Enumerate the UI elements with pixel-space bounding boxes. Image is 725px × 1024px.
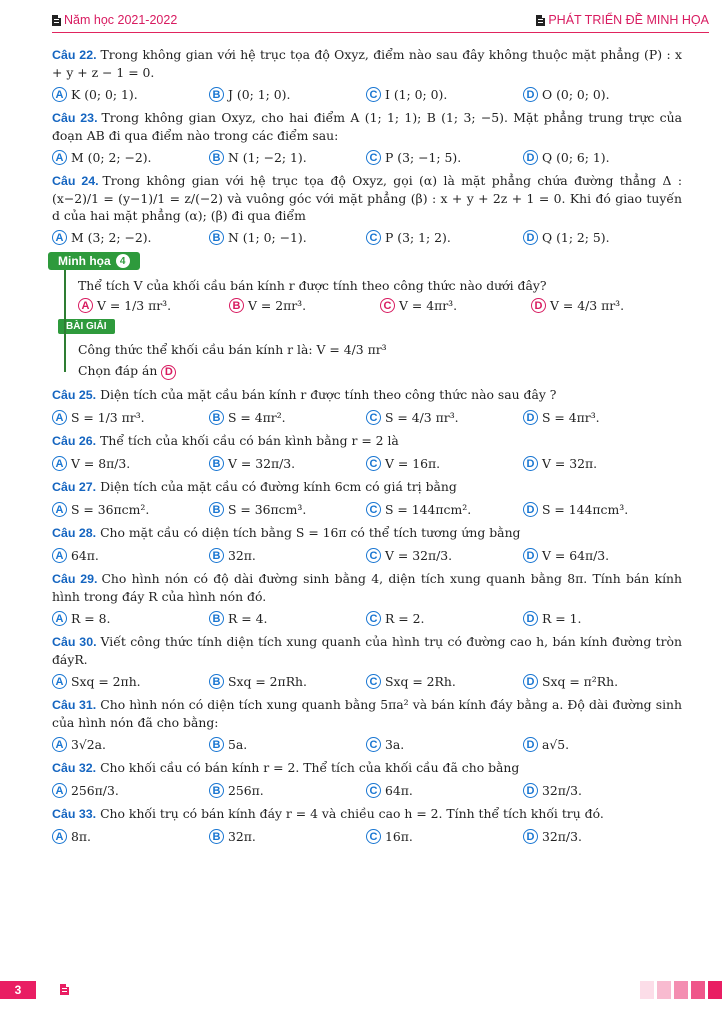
option-b[interactable]: B 32π. <box>209 548 366 563</box>
option-a[interactable]: A S = 36πcm². <box>52 502 209 517</box>
question-text: Thể tích của khối cầu có bán kình bằng r = 2 là <box>100 433 399 448</box>
page-footer <box>0 981 725 999</box>
option-a[interactable]: A 8π. <box>52 829 209 844</box>
question-28: Câu 28. Cho mặt cầu có diện tích bằng S = 16π có thể tích tương ứng bằng A 64π. B 32π. C V = 32π/3. D V = 64π/3. <box>52 524 682 563</box>
question-text: Cho khối trụ có bán kính đáy r = 4 và chiều cao h = 2. Tính thể tích khối trụ đó. <box>100 806 604 821</box>
option-c[interactable]: C Sxq = 2Rh. <box>366 674 523 689</box>
question-29: Câu 29. Cho hình nón có độ dài đường sinh bằng 4, diện tích xung quanh bằng 8π. Tính bán kính hình trong đáy R của hình nón đó. A R = 8. B R = 4. C R = 2. D R = 1. <box>52 571 682 626</box>
option-d[interactable]: D S = 4πr³. <box>523 410 680 425</box>
page-number: 3 <box>0 981 36 999</box>
question-23: Câu 23. Trong không gian Oxyz, cho hai điểm A (1; 1; 1); B (1; 3; −5). Mặt phẳng trung trực của đoạn AB đi qua điểm nào trong các điểm sau: A M (0; 2; −2). B N (1; −2; 1). C P (3; −1; 5). D Q (0; 6; 1). <box>52 110 682 165</box>
solution-badge: BÀI GIẢI <box>58 319 115 334</box>
question-text: Cho mặt cầu có diện tích bằng S = 16π có thể tích tương ứng bằng <box>100 525 521 540</box>
option-c[interactable]: C 64π. <box>366 783 523 798</box>
option-d[interactable]: D a√5. <box>523 737 680 752</box>
option-a[interactable]: A V = 8π/3. <box>52 456 209 471</box>
option-c[interactable]: C 3a. <box>366 737 523 752</box>
option-c[interactable]: C I (1; 0; 0). <box>366 87 523 102</box>
question-25: Câu 25. Diện tích của mặt cầu bán kính r được tính theo công thức nào sau đây ? A S = 1/3 πr³. B S = 4πr². C S = 4/3 πr³. D S = 4πr³. <box>52 386 682 425</box>
option-b[interactable]: B 32π. <box>209 829 366 844</box>
question-text: Trong không gian với hệ trục tọa độ Oxyz, điểm nào sau đây không thuộc mặt phẳng (P) : x + y + z − 1 = 0. <box>52 47 683 80</box>
solution-text: Công thức thể khối cầu bán kính r là: V = 4/3 πr³ <box>78 342 387 357</box>
option-c[interactable]: C R = 2. <box>366 611 523 626</box>
question-26: Câu 26. Thể tích của khối cầu có bán kình bằng r = 2 là A V = 8π/3. B V = 32π/3. C V = 16π. D V = 32π. <box>52 432 682 471</box>
decor-square <box>657 981 671 999</box>
option-d[interactable]: D Q (0; 6; 1). <box>523 150 680 165</box>
option-a[interactable]: A K (0; 0; 1). <box>52 87 209 102</box>
option-b[interactable]: B 5a. <box>209 737 366 752</box>
option-d[interactable]: D O (0; 0; 0). <box>523 87 680 102</box>
question-22: Câu 22. Trong không gian với hệ trục tọa độ Oxyz, điểm nào sau đây không thuộc mặt phẳng (P) : x + y + z − 1 = 0. A K (0; 0; 1). B J (0; 1; 0). C I (1; 0; 0). D O (0; 0; 0). <box>52 47 683 102</box>
option-d[interactable]: D Sxq = π²Rh. <box>523 674 680 689</box>
question-list <box>52 46 682 851</box>
question-text: Cho hình nón có diện tích xung quanh bằng 5πa² và bán kính đáy bằng a. Độ dài đường sinh của hình nón đã cho bằng: <box>52 697 682 730</box>
question-text: Viết công thức tính diện tích xung quanh của hình trụ có đường cao h, bán kính đường tròn đáyR. <box>52 634 682 667</box>
option-b[interactable]: B V = 32π/3. <box>209 456 366 471</box>
document-icon <box>52 15 61 26</box>
question-text: Cho khối cầu có bán kính r = 2. Thể tích của khối cầu đã cho bằng <box>100 760 520 775</box>
answer-choice: D <box>161 365 176 380</box>
question-33: Câu 33. Cho khối trụ có bán kính đáy r = 4 và chiều cao h = 2. Tính thể tích khối trụ đó. A 8π. B 32π. C 16π. D 32π/3. <box>52 805 682 844</box>
option-c[interactable]: C V = 16π. <box>366 456 523 471</box>
decor-square <box>708 981 722 999</box>
example-box <box>48 252 682 380</box>
option-a[interactable]: A V = 1/3 πr³. <box>78 298 229 313</box>
question-32: Câu 32. Cho khối cầu có bán kính r = 2. Thể tích của khối cầu đã cho bằng A 256π/3. B 256π. C 64π. D 32π/3. <box>52 759 682 798</box>
page-header <box>52 10 709 33</box>
option-a[interactable]: A M (0; 2; −2). <box>52 150 209 165</box>
question-30: Câu 30. Viết công thức tính diện tích xung quanh của hình trụ có đường cao h, bán kính đường tròn đáyR. A Sxq = 2πh. B Sxq = 2πRh. C Sxq = 2Rh. D Sxq = π²Rh. <box>52 634 682 689</box>
document-icon <box>60 984 69 995</box>
question-24: Câu 24. Trong không gian với hệ trục tọa độ Oxyz, gọi (α) là mặt phẳng chứa đường thẳng Δ : (x−2)/1 = (y−1)/1 = z/(−2) và vuông góc với mặt phẳng (β) : x + y + 2z + 1 = 0. Khi đó giao tuyến d của hai mặt phẳng (α); (β) đi qua điểm A M (3; 2; −2). B N (1; 0; −1). C P (3; 1; 2). D Q (1; 2; 5). <box>52 173 682 245</box>
question-31: Câu 31. Cho hình nón có diện tích xung quanh bằng 5πa² và bán kính đáy bằng a. Độ dài đường sinh của hình nón đã cho bằng: A 3√2a. B 5a. C 3a. D a√5. <box>52 697 682 752</box>
option-b[interactable]: B Sxq = 2πRh. <box>209 674 366 689</box>
decor-square <box>691 981 705 999</box>
option-b[interactable]: B S = 4πr². <box>209 410 366 425</box>
header-right: PHÁT TRIỂN ĐỀ MINH HỌA <box>536 13 709 27</box>
option-a[interactable]: A R = 8. <box>52 611 209 626</box>
option-b[interactable]: B N (1; 0; −1). <box>209 230 366 245</box>
question-text: Cho hình nón có độ dài đường sinh bằng 4, diện tích xung quanh bằng 8π. Tính bán kính hình trong đáy R của hình nón đó. <box>52 571 682 604</box>
example-badge: Minh họa 4 <box>48 252 140 270</box>
option-b[interactable]: B 256π. <box>209 783 366 798</box>
option-b[interactable]: B V = 2πr³. <box>229 298 380 313</box>
question-text: Trong không gian Oxyz, cho hai điểm A (1; 1; 1); B (1; 3; −5). Mặt phẳng trung trực của đoạn AB đi qua điểm nào trong các điểm sau: <box>52 110 682 143</box>
option-c[interactable]: C V = 4πr³. <box>380 298 531 313</box>
option-a[interactable]: A 256π/3. <box>52 783 209 798</box>
question-text: Diện tích của mặt cầu có đường kính 6cm có giá trị bằng <box>100 479 457 494</box>
option-a[interactable]: A Sxq = 2πh. <box>52 674 209 689</box>
option-b[interactable]: B J (0; 1; 0). <box>209 87 366 102</box>
option-d[interactable]: D Q (1; 2; 5). <box>523 230 680 245</box>
question-27: Câu 27. Diện tích của mặt cầu có đường kính 6cm có giá trị bằng A S = 36πcm². B S = 36πcm³. C S = 144πcm². D S = 144πcm³. <box>52 478 682 517</box>
document-icon <box>536 15 545 26</box>
option-d[interactable]: D 32π/3. <box>523 783 680 798</box>
decor-square <box>640 981 654 999</box>
option-a[interactable]: A M (3; 2; −2). <box>52 230 209 245</box>
option-d[interactable]: D V = 64π/3. <box>523 548 680 563</box>
option-d[interactable]: D S = 144πcm³. <box>523 502 680 517</box>
header-left: Năm học 2021-2022 <box>52 13 177 27</box>
answer-line: Chọn đáp án D <box>78 362 682 380</box>
option-c[interactable]: C S = 4/3 πr³. <box>366 410 523 425</box>
option-b[interactable]: B N (1; −2; 1). <box>209 150 366 165</box>
question-text: Diện tích của mặt cầu bán kính r được tính theo công thức nào sau đây ? <box>100 387 557 402</box>
option-c[interactable]: C P (3; −1; 5). <box>366 150 523 165</box>
option-d[interactable]: D R = 1. <box>523 611 680 626</box>
option-d[interactable]: D 32π/3. <box>523 829 680 844</box>
question-text: Trong không gian với hệ trục tọa độ Oxyz, gọi (α) là mặt phẳng chứa đường thẳng Δ : (x−2)/1 = (y−1)/1 = z/(−2) và vuông góc với mặt phẳng (β) : x + y + 2z + 1 = 0. Khi đó giao tuyến d của hai mặt phẳng (α); (β) đi qua điểm <box>52 173 682 223</box>
option-a[interactable]: A 3√2a. <box>52 737 209 752</box>
option-b[interactable]: B R = 4. <box>209 611 366 626</box>
option-c[interactable]: C S = 144πcm². <box>366 502 523 517</box>
option-d[interactable]: D V = 32π. <box>523 456 680 471</box>
option-c[interactable]: C P (3; 1; 2). <box>366 230 523 245</box>
example-question: Thể tích V của khối cầu bán kính r được tính theo công thức nào dưới đây? <box>78 278 547 293</box>
option-a[interactable]: A S = 1/3 πr³. <box>52 410 209 425</box>
option-d[interactable]: D V = 4/3 πr³. <box>531 298 682 313</box>
option-c[interactable]: C 16π. <box>366 829 523 844</box>
option-b[interactable]: B S = 36πcm³. <box>209 502 366 517</box>
option-c[interactable]: C V = 32π/3. <box>366 548 523 563</box>
decor-square <box>674 981 688 999</box>
option-a[interactable]: A 64π. <box>52 548 209 563</box>
